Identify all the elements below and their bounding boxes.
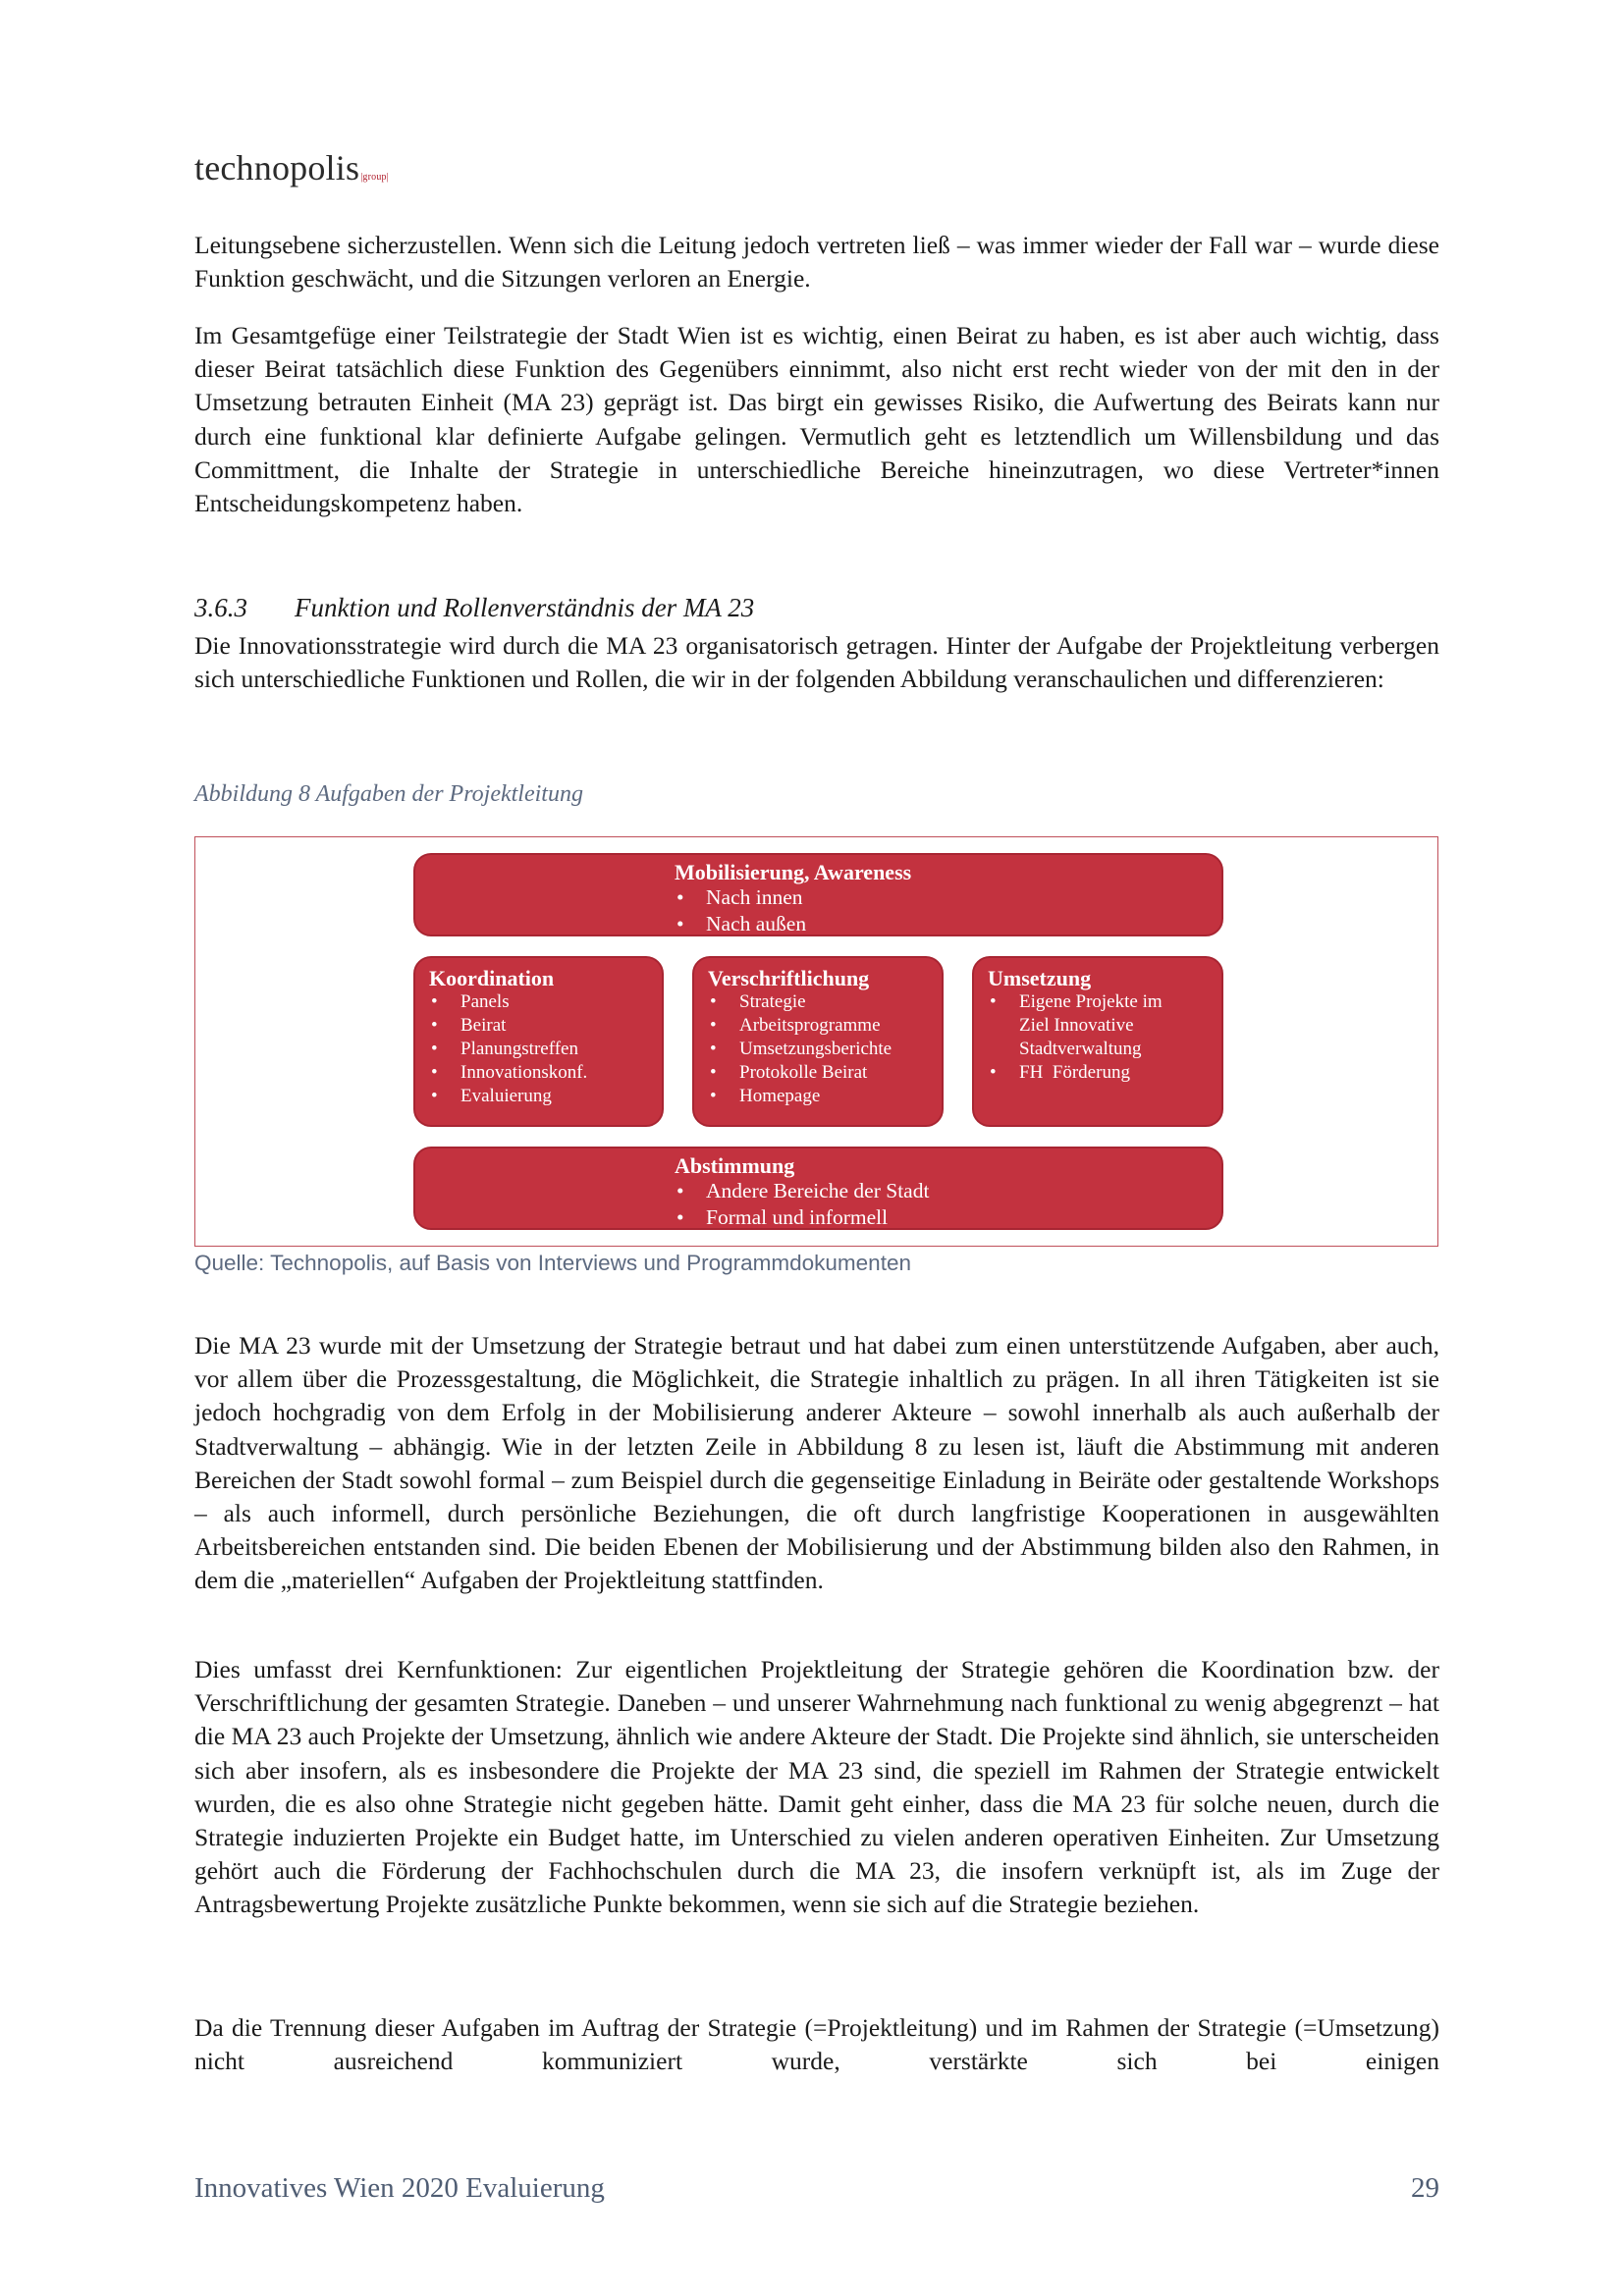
list-item: • Arbeitsprogramme xyxy=(708,1014,932,1038)
paragraph-4: Die MA 23 wurde mit der Umsetzung der Strategie betraut und hat dabei zum einen unterstützende Aufgaben, aber auch, vor allem über die Prozessgestaltung, die Möglichkeit, die Strategie inhaltlich zu prägen. In all ihren Tätigkeiten ist sie jedoch hochgradig von dem Erfolg in der Mobilisierung anderer Akteure – sowohl innerhalb als auch außerhalb der Stadtverwaltung – abhängig. Wie in der letzten Zeile in Abbildung 8 zu lesen ist, läuft die Abstimmung mit anderen Bereichen der Stadt sowohl formal – zum Beispiel durch die gegenseitige Einladung in Beiräte oder gestaltende Workshops – als auch informell, durch persönliche Beziehungen, die oft durch langfristige Kooperationen in ausgewählten Arbeitsbereichen entstanden sind. Die beiden Ebenen der Mobilisierung und der Abstimmung bilden also den Rahmen, in dem die „materiellen“ Aufgaben der Projektleitung stattfinden. xyxy=(194,1331,1439,1595)
box-koordination xyxy=(413,956,664,1127)
section-heading xyxy=(194,591,754,624)
box-verschriftlichung xyxy=(692,956,944,1127)
list-item: • FH Förderung xyxy=(988,1061,1212,1085)
list-item: • Nach innen xyxy=(675,884,1221,911)
paragraph-6: Da die Trennung dieser Aufgaben im Auftrag der Strategie (=Projektleitung) und im Rahmen der Strategie (=Umsetzung) nicht ausreichend kommuniziert wurde, verstärkte sich bei einigen xyxy=(194,2013,1439,2076)
technopolis-logo xyxy=(194,147,389,188)
figure-caption: Abbildung 8 Aufgaben der Projektleitung xyxy=(194,781,583,807)
list-item: • Formal und informell xyxy=(675,1204,1221,1231)
box-mobilisierung xyxy=(413,853,1223,936)
box-umsetzung xyxy=(972,956,1223,1127)
list-item: • Protokolle Beirat xyxy=(708,1061,932,1085)
paragraph-3: Die Innovationsstrategie wird durch die MA 23 organisatorisch getragen. Hinter der Aufgabe der Projektleitung verbergen sich unterschiedliche Funktionen und Rollen, die wir in der folgenden Abbildung veranschaulichen und differenzieren: xyxy=(194,631,1439,694)
figure-frame xyxy=(194,836,1438,1247)
box-title: Umsetzung xyxy=(988,966,1092,990)
box-title: Mobilisierung, Awareness xyxy=(675,860,912,884)
list-item: • Eigene Projekte im Ziel Innovative Stadtverwaltung xyxy=(988,990,1186,1061)
section-number: 3.6.3 xyxy=(194,593,247,622)
list-item: • Homepage xyxy=(708,1085,932,1108)
list-item: • Nach außen xyxy=(675,911,1221,937)
list-item: • Beirat xyxy=(429,1014,652,1038)
logo-main: technopolis xyxy=(194,148,360,187)
box-title: Verschriftlichung xyxy=(708,966,870,990)
box-title: Abstimmung xyxy=(675,1153,795,1178)
page-number: 29 xyxy=(1411,2172,1439,2204)
paragraph-2: Im Gesamtgefüge einer Teilstrategie der Stadt Wien ist es wichtig, einen Beirat zu haben, es ist aber auch wichtig, dass dieser Beirat tatsächlich diese Funktion des Gegenübers einnimmt, also nicht erst recht wieder von der mit den in der Umsetzung betrauten Einheit (MA 23) geprägt ist. Das birgt ein gewisses Risiko, die Aufwertung des Beirats kann nur durch eine funktional klar definierte Aufgabe gelingen. Vermutlich geht es letztendlich um Willensbildung und das Committment, die Inhalte der Strategie in unterschiedliche Bereiche hineinzutragen, wo diese Vertreter*innen Entscheidungskompetenz haben. xyxy=(194,321,1439,518)
paragraph-5: Dies umfasst drei Kernfunktionen: Zur eigentlichen Projektleitung der Strategie gehören die Koordination bzw. der Verschriftlichung der gesamten Strategie. Daneben – und unserer Wahrnehmung nach funktional zu wenig abgegrenzt – hat die MA 23 auch Projekte der Umsetzung, ähnlich wie andere Akteure der Stadt. Die Projekte sind ähnlich, sie unterscheiden sich aber insofern, als es insbesondere die Projekte der MA 23 sind, die speziell im Rahmen der Strategie entwickelt wurden, die es also ohne Strategie nicht gegeben hätte. Damit geht einher, dass die MA 23 für solche neuen, durch die Strategie induzierten Projekte ein Budget hatte, im Unterschied zu vielen anderen operativen Einheiten. Zur Umsetzung gehört auch die Förderung der Fachhochschulen durch die MA 23, die insofern verknüpft ist, als im Zuge der Antragsbewertung Projekte zusätzliche Punkte bekommen, wenn sie sich auf die Strategie beziehen. xyxy=(194,1655,1439,1919)
list-item: • Umsetzungsberichte xyxy=(708,1038,932,1061)
box-title: Koordination xyxy=(429,966,555,990)
list-item: • Andere Bereiche der Stadt xyxy=(675,1178,1221,1204)
paragraph-1: Leitungsebene sicherzustellen. Wenn sich die Leitung jedoch vertreten ließ – was immer wieder der Fall war – wurde diese Funktion geschwächt, und die Sitzungen verloren an Energie. xyxy=(194,231,1439,294)
list-item: • Panels xyxy=(429,990,652,1014)
box-abstimmung xyxy=(413,1147,1223,1230)
logo-group-label: |group| xyxy=(360,172,389,183)
section-title: Funktion und Rollenverständnis der MA 23 xyxy=(295,593,755,622)
list-item: • Planungstreffen xyxy=(429,1038,652,1061)
figure-source: Quelle: Technopolis, auf Basis von Interviews und Programmdokumenten xyxy=(194,1251,911,1275)
list-item: • Strategie xyxy=(708,990,932,1014)
footer-title: Innovatives Wien 2020 Evaluierung xyxy=(194,2172,605,2204)
list-item: • Innovationskonf. xyxy=(429,1061,652,1085)
list-item: • Evaluierung xyxy=(429,1085,652,1108)
